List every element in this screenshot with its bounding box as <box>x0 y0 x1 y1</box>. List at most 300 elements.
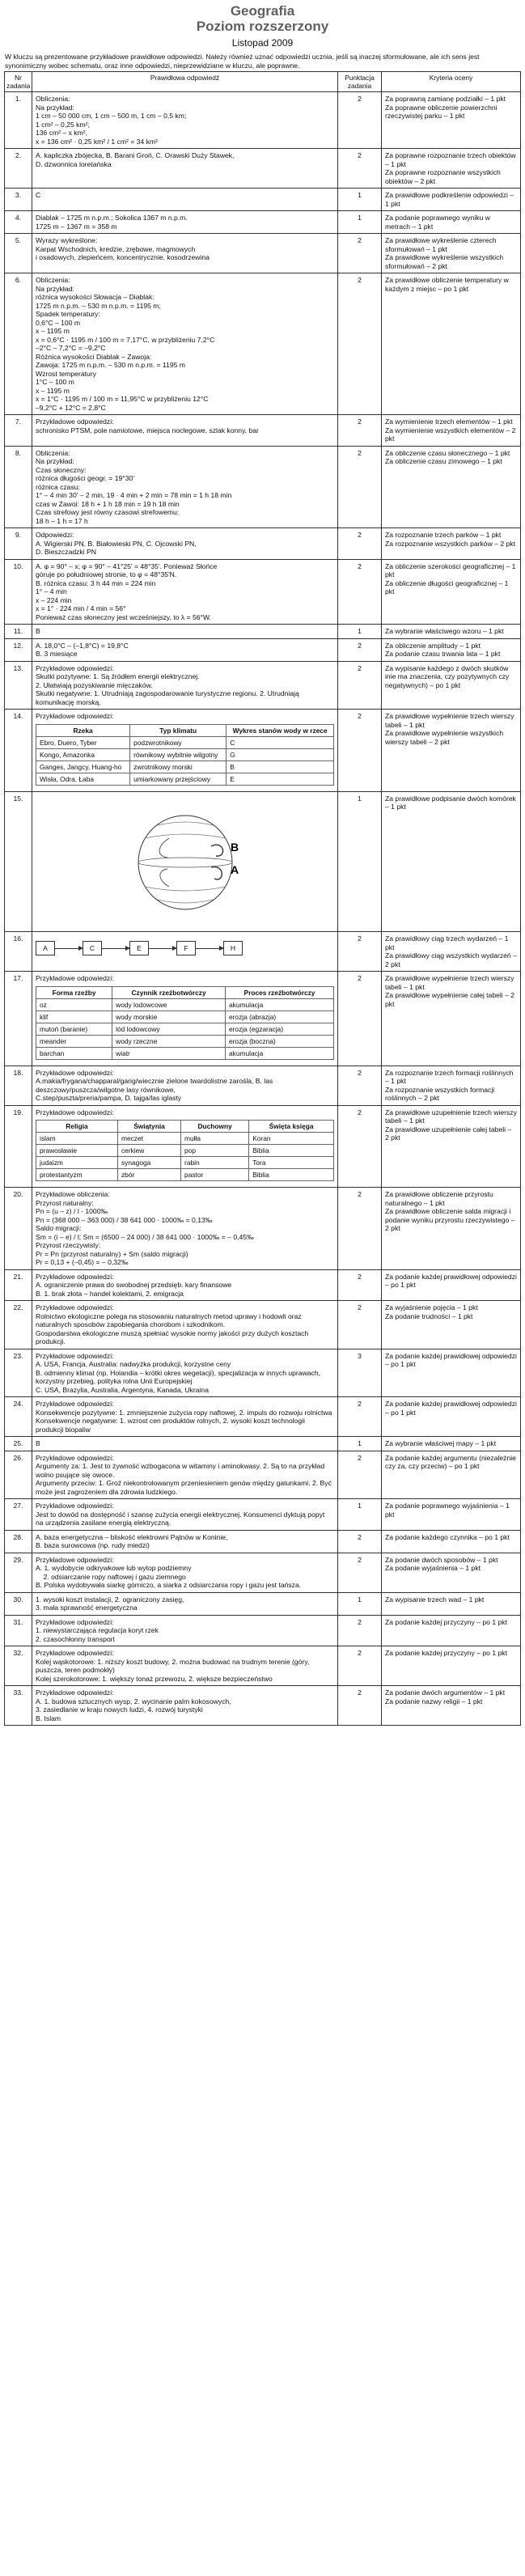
criteria-line: Za obliczenie czasu słonecznego – 1 pkt <box>385 448 510 457</box>
inner-table-cell: wody rzeczne <box>112 1035 226 1047</box>
answer-cell <box>32 273 338 415</box>
answer-line: Przykładowe odpowiedzi: <box>36 712 114 721</box>
criteria-cell <box>382 1188 521 1270</box>
criteria-cell <box>382 1105 521 1188</box>
criteria-cell <box>382 273 521 415</box>
answer-line: D. dzwonnica loretańska <box>36 159 112 168</box>
answer-line: –2°C – 7,2°C = –9,2°C <box>36 344 106 353</box>
inner-table-cell: synagoga <box>117 1157 180 1169</box>
criteria-line: Za obliczenie długości geograficznej – 1 pkt <box>385 578 510 596</box>
task-number: 18. <box>5 1066 32 1105</box>
inner-table-cell: Ganges, Jangcy, Huang-ho <box>36 761 130 773</box>
criteria-cell <box>382 189 521 211</box>
answer-line: Rolnictwo ekologiczne polega na stosowaniu naturalnych metod uprawy i hodowli oraz naturalnych sposobów zapobiegania chorobom i szkodnikom. <box>36 1311 304 1329</box>
answer-line: Czas słoneczny: <box>36 465 87 474</box>
answer-line: Przykładowe odpowiedzi: <box>36 1303 114 1312</box>
answer-line: 1 cm² – 0,25 km²; <box>36 120 90 129</box>
globe-diagram <box>36 794 334 930</box>
criteria-line: Za rozpoznanie wszystkich formacji roślinnych – 2 pkt <box>385 1085 497 1103</box>
inner-table-row <box>36 1047 334 1059</box>
table-row <box>5 1592 521 1615</box>
criteria-cell <box>382 234 521 273</box>
answer-cell <box>32 1451 338 1499</box>
inner-table-row <box>36 736 334 748</box>
answer-line: Kolej wąskotorowe: 1. niższy koszt budowy, 2. można budować na trudnym terenie (góry, puszcza, teren podmokły) <box>36 1657 311 1675</box>
answer-line: Saldo migracji: <box>36 1224 82 1233</box>
answer-cell <box>32 1686 338 1726</box>
criteria-line: Za podanie poprawnego wyjaśnienia – 1 pkt <box>385 1502 512 1519</box>
answer-line: 1725 m – 1367 m = 358 m <box>36 222 117 231</box>
table-row <box>5 1615 521 1646</box>
task-points: 2 <box>338 92 382 149</box>
answer-line: Przyrost naturalny: <box>36 1198 94 1207</box>
task-points: 1 <box>338 211 382 234</box>
answer-cell <box>32 1349 338 1397</box>
answer-line: B <box>36 627 40 636</box>
answer-line: Przykładowe odpowiedzi: <box>36 1068 114 1077</box>
answer-line: Przykładowe odpowiedzi: <box>36 1688 114 1697</box>
answer-cell <box>32 932 338 972</box>
inner-table-cell: meander <box>36 1035 112 1047</box>
answer-cell <box>32 559 338 625</box>
answer-line: 1. niewystarczająca regulacja koryt rzek <box>36 1626 159 1635</box>
answer-line: Przykładowe odpowiedzi: <box>36 1555 114 1564</box>
answer-line: x = 1°C · 1195 m / 100 m = 11,95°C w przybliżeniu 12°C <box>36 395 209 404</box>
answer-line: A. kapliczka zbójecka, B. Barani Groń, C. Orawski Duży Stawek, <box>36 151 235 160</box>
inner-table-heading: Świątynia <box>117 1121 180 1133</box>
answer-cell <box>32 1437 338 1451</box>
answer-cell <box>32 1066 338 1105</box>
criteria-cell <box>382 1592 521 1615</box>
criteria-line: Za poprawne rozpoznanie wszystkich obiektów – 2 pkt <box>385 168 503 185</box>
inner-table-row <box>36 1133 334 1145</box>
answer-line: Karpat Wschodnich, kredzie, zrębowe, magmowych <box>36 244 196 253</box>
answer-line: góruje po południowej stronie, to φ = 48°35'N. <box>36 570 177 579</box>
criteria-cell <box>382 710 521 792</box>
criteria-cell <box>382 1686 521 1726</box>
answer-line: B. 3 miesiące <box>36 650 78 659</box>
task-number: 20. <box>5 1188 32 1270</box>
inner-table-heading: Rzeka <box>36 724 130 736</box>
task-points: 2 <box>338 710 382 792</box>
criteria-line: Za rozpoznanie wszystkich parków – 2 pkt <box>385 539 515 548</box>
criteria-line: Za prawidłowe wypełnienie trzech wierszy tabeli – 1 pkt <box>385 974 516 991</box>
task-number: 9. <box>5 528 32 560</box>
arrow-icon <box>55 948 83 949</box>
table-row <box>5 273 521 415</box>
task-points: 2 <box>338 1646 382 1686</box>
criteria-cell <box>382 932 521 972</box>
table-row <box>5 446 521 528</box>
criteria-line: Za poprawne rozpoznanie trzech obiektów – 1 pkt <box>385 151 518 168</box>
inner-table-cell: erozja (egzaracja) <box>225 1023 333 1035</box>
criteria-line: Za prawidłowy ciąg wszystkich wydarzeń – 2 pkt <box>385 951 519 968</box>
inner-table-cell: umiarkowany przejściowy <box>130 773 227 785</box>
inner-table-cell: podzwrotnikowy <box>130 736 227 748</box>
answer-line: Obliczenia: <box>36 448 70 457</box>
criteria-line: Za prawidłowe wypełnienie całej tabeli – 2 pkt <box>385 991 517 1008</box>
criteria-cell <box>382 559 521 625</box>
inner-table-heading: Czynnik rzeźbotwórczy <box>112 986 226 998</box>
answer-line: różnica wysokości Słowacja – Diablak: <box>36 293 155 302</box>
answer-line: Przykładowe odpowiedzi: <box>36 417 114 426</box>
answer-line: 1 cm – 50 000 cm, 1 cm – 500 m, 1 cm – 0,5 km; <box>36 112 187 121</box>
answer-cell <box>32 446 338 528</box>
criteria-cell <box>382 638 521 661</box>
criteria-line: Za wymienienie wszystkich elementów – 2 pkt <box>385 426 518 443</box>
criteria-line: Za wybranie właściwej mapy – 1 pkt <box>385 1439 497 1448</box>
answer-line: x = 0,6°C · 1195 m / 100 m = 7,17°C, w przybliżeniu 7,2°C <box>36 335 215 344</box>
criteria-line: Za prawidłowe obliczenie temperatury w każdym z miejsc – po 1 pkt <box>385 276 511 293</box>
table-row <box>5 528 521 560</box>
globe-label-b: B <box>230 840 239 854</box>
criteria-cell <box>382 1437 521 1451</box>
answer-line: Przykładowe odpowiedzi: <box>36 974 114 983</box>
answer-line: D. Bieszczadzki PN <box>36 548 96 557</box>
table-row <box>5 1066 521 1105</box>
inner-table-cell: prawosławie <box>36 1145 118 1157</box>
table-header-row <box>5 72 521 92</box>
task-points: 2 <box>338 528 382 560</box>
table-row <box>5 415 521 447</box>
event-box: E <box>129 941 149 955</box>
criteria-line: Za podanie dwóch sposobów – 1 pkt <box>385 1555 498 1564</box>
answer-cell <box>32 1301 338 1349</box>
answer-line: 2. czasochłonny transport <box>36 1634 115 1643</box>
table-row <box>5 1646 521 1686</box>
table-row <box>5 1349 521 1397</box>
inner-table-heading: Duchowny <box>181 1121 249 1133</box>
inner-table-header <box>36 724 334 736</box>
answer-line: Przyrost rzeczywisty: <box>36 1241 101 1250</box>
inner-table-cell: rabin <box>181 1157 249 1169</box>
inner-table-cell: zwrotnikowy morski <box>130 761 227 773</box>
criteria-line: Za podanie każdego czynnika – po 1 pkt <box>385 1532 510 1541</box>
answer-line: Skutki pozytywne: 1. Są źródłem energii elektrycznej. <box>36 672 200 681</box>
criteria-cell <box>382 972 521 1066</box>
inner-table-cell: akumulacja <box>225 998 333 1010</box>
answer-line: 1°C – 100 m <box>36 378 74 387</box>
answer-line: Odpowiedzi: <box>36 531 74 540</box>
inner-table-heading: Święta księga <box>249 1121 334 1133</box>
answer-line: 1725 m n.p.m. – 530 m n.p.m. = 1195 m; <box>36 301 161 310</box>
answer-line: 0,6°C – 100 m <box>36 318 81 327</box>
answer-line: x = 1° · 224 min / 4 min = 56° <box>36 604 126 613</box>
inner-table-cell: Tora <box>249 1157 334 1169</box>
table-row <box>5 661 521 710</box>
inner-table-row <box>36 761 334 773</box>
table-row <box>5 791 521 932</box>
header-nr: Nr zadania <box>5 72 32 92</box>
answer-line: x – 224 min <box>36 595 72 604</box>
inner-table-cell: C <box>227 736 334 748</box>
answer-rows <box>5 92 521 1726</box>
criteria-line: Za podanie trudności – 1 pkt <box>385 1311 473 1320</box>
answer-cell <box>32 1105 338 1188</box>
table-row <box>5 149 521 189</box>
task-points: 2 <box>338 661 382 710</box>
criteria-cell <box>382 446 521 528</box>
answer-line: Przykładowe odpowiedzi: <box>36 1351 114 1360</box>
answer-line: B. różnica czasu: 3 h 44 min = 224 min <box>36 578 156 587</box>
answer-line: Obliczenia: <box>36 95 70 104</box>
task-points: 2 <box>338 638 382 661</box>
answer-cell <box>32 1269 338 1301</box>
task-number: 32. <box>5 1646 32 1686</box>
inner-table-cell: protestantyzm <box>36 1169 118 1181</box>
answer-line: A. φ = 90° – x; φ = 90° – 41°25' = 48°35'. Ponieważ Słońce <box>36 561 218 570</box>
inner-table-row <box>36 998 334 1010</box>
criteria-line: Za prawidłowe uzupełnienie trzech wierszy tabeli – 1 pkt <box>385 1108 519 1125</box>
criteria-line: Za prawidłowe wykreślenie czterech sformułowań – 1 pkt <box>385 236 498 253</box>
arrow-icon <box>102 948 129 949</box>
answer-line: Pr = Pn (przyrost naturalny) + Sm (saldo migracji) <box>36 1249 188 1258</box>
inner-table-cell: B <box>227 761 334 773</box>
answer-cell <box>32 1188 338 1270</box>
criteria-cell <box>382 415 521 447</box>
answer-line: A. ograniczenie prawa do swobodnej przedsięb. kary finansowe <box>36 1281 232 1290</box>
task-points: 2 <box>338 1686 382 1726</box>
answer-line: Kolej szerokotorowe: 1. większy tonaż przewozu, 2. większe bezpieczeństwo <box>36 1674 273 1683</box>
answer-line: 3. mała sprawność energetyczna <box>36 1604 138 1612</box>
inner-table-heading: Wykres stanów wody w rzece <box>227 724 334 736</box>
inner-table-cell: wiatr <box>112 1047 226 1059</box>
task-points: 2 <box>338 1188 382 1270</box>
table-row <box>5 625 521 639</box>
event-box: F <box>176 941 196 955</box>
inner-table-heading: Typ klimatu <box>130 724 227 736</box>
task-points: 2 <box>338 1553 382 1592</box>
answer-cell <box>32 791 338 932</box>
answer-line: A. 1. wydobycie odkrywkowe lub wytop podziemny <box>36 1564 192 1573</box>
task-number: 23. <box>5 1349 32 1397</box>
criteria-cell <box>382 1397 521 1437</box>
table-row <box>5 1437 521 1451</box>
answer-line: różnica czasu: <box>36 482 80 491</box>
answer-cell <box>32 1553 338 1592</box>
inner-table-row <box>36 1157 334 1169</box>
inner-table-cell: Biblia <box>249 1145 334 1157</box>
inner-table-cell: Wisła, Odra, Łaba <box>36 773 130 785</box>
header-answer: Prawidłowa odpowiedź <box>32 72 338 92</box>
task-points: 2 <box>338 446 382 528</box>
criteria-line: Za prawidłowy ciąg trzech wydarzeń – 1 pkt <box>385 934 510 951</box>
answer-cell <box>32 661 338 710</box>
task-points: 2 <box>338 1451 382 1499</box>
criteria-line: Za rozpoznanie trzech parków – 1 pkt <box>385 531 502 540</box>
answer-cell <box>32 1646 338 1686</box>
answer-line: B. Islam <box>36 1714 61 1722</box>
inner-table-row <box>36 1145 334 1157</box>
answer-line: Przykładowe odpowiedzi: <box>36 1649 114 1658</box>
page-title: Geografia <box>230 3 295 19</box>
answer-cell <box>32 1530 338 1553</box>
task-points: 3 <box>338 1349 382 1397</box>
answer-line: Różnica wysokości Diablak – Zawoja: <box>36 352 152 361</box>
task-number: 11. <box>5 625 32 639</box>
page-subtitle: Poziom rozszerzony <box>196 19 329 34</box>
answer-line: Na przykład: <box>36 457 74 466</box>
criteria-cell <box>382 528 521 560</box>
criteria-line: Za prawidłowe wykreślenie wszystkich sformułowań – 2 pkt <box>385 253 506 270</box>
task-number: 22. <box>5 1301 32 1349</box>
answer-line: Pr = 0,13 + (–0,45) = – 0,32‰ <box>36 1258 129 1267</box>
answer-cell <box>32 1615 338 1646</box>
task-number: 5. <box>5 234 32 273</box>
inner-table-cell: Kongo, Amazonka <box>36 748 130 761</box>
answer-cell <box>32 1499 338 1531</box>
task-points: 2 <box>338 1105 382 1188</box>
answer-line: i osadowych, zlepieńcem, koncentrycznie, kosodrzewina <box>36 253 210 262</box>
inner-table-cell: E <box>227 773 334 785</box>
criteria-line: Za prawidłowe obliczenie salda migracji i podanie wyniku przyrostu rzeczywistego – 2 pkt <box>385 1207 517 1233</box>
answer-line: 1. wysoki koszt instalacji, 2. ograniczony zasięg, <box>36 1595 184 1604</box>
task-points: 2 <box>338 1066 382 1105</box>
criteria-cell <box>382 661 521 710</box>
criteria-cell <box>382 149 521 189</box>
task-points: 1 <box>338 189 382 211</box>
inner-table-cell: erozja (abrazja) <box>225 1010 333 1023</box>
table-row <box>5 1499 521 1531</box>
task-points: 2 <box>338 559 382 625</box>
criteria-line: Za podanie każdej przyczyny – po 1 pkt <box>385 1649 507 1658</box>
task-points: 2 <box>338 972 382 1066</box>
task-number: 33. <box>5 1686 32 1726</box>
event-box: A <box>36 941 55 955</box>
criteria-cell <box>382 1301 521 1349</box>
inner-table-cell: judaizm <box>36 1157 118 1169</box>
criteria-cell <box>382 1615 521 1646</box>
inner-table-cell: wody lodowcowe <box>112 998 226 1010</box>
inner-table-cell: pop <box>181 1145 249 1157</box>
answer-cell <box>32 972 338 1066</box>
task-number: 10. <box>5 559 32 625</box>
answer-cell <box>32 189 338 211</box>
answer-line: Pn = (368 000 – 363 000) / 38 641 000 · 1000‰ = 0,13‰ <box>36 1215 213 1224</box>
task-number: 24. <box>5 1397 32 1437</box>
answer-line: Na przykład: <box>36 103 74 112</box>
answer-line: Skutki negatywne: 1. Utrudniają zagospodarowanie turystyczne regionu. 2. Utrudniają komunikację morską. <box>36 689 302 706</box>
answer-line: Ponieważ czas słoneczny jest wcześniejszy, to λ = 56°W. <box>36 612 212 621</box>
criteria-line: Za podanie nazwy religii – 1 pkt <box>385 1697 483 1705</box>
answer-line: Przykładowe obliczenia: <box>36 1190 110 1199</box>
table-row <box>5 1686 521 1726</box>
inner-table-heading: Religia <box>36 1121 118 1133</box>
inner-table-row <box>36 1169 334 1181</box>
task-number: 8. <box>5 446 32 528</box>
answer-line: C.step/puszta/preria/pampa, D. tajga/las iglasty <box>36 1094 182 1103</box>
criteria-line: Za podanie wyjaśnienia – 1 pkt <box>385 1564 481 1573</box>
inner-table <box>36 1120 334 1181</box>
criteria-line: Za podanie czasu trwania lata – 1 pkt <box>385 650 501 659</box>
answer-line: Wyrazy wykreślone: <box>36 236 98 245</box>
criteria-cell <box>382 1646 521 1686</box>
document-date: Listopad 2009 <box>231 37 294 49</box>
criteria-line: Za obliczenie amplitudy – 1 pkt <box>385 641 481 650</box>
task-number: 17. <box>5 972 32 1066</box>
table-row <box>5 189 521 211</box>
task-points: 1 <box>338 791 382 932</box>
criteria-line: Za rozpoznanie trzech formacji roślinnych – 1 pkt <box>385 1068 515 1086</box>
answer-line: Przykładowe odpowiedzi: <box>36 1400 114 1409</box>
answer-line: A. USA, Francja, Australia: nadwyżka produkcji, korzystne ceny <box>36 1360 231 1369</box>
table-row <box>5 932 521 972</box>
inner-table-cell: oz <box>36 998 112 1010</box>
answer-line: Przykładowe odpowiedzi: <box>36 1453 114 1462</box>
criteria-line: Za prawidłowe podkreślenie odpowiedzi – 1 pkt <box>385 191 516 208</box>
event-box: H <box>223 941 243 955</box>
answer-line: x – 1195 m <box>36 327 70 336</box>
inner-table-cell: cerkiew <box>117 1145 180 1157</box>
answer-line: Przykładowe odpowiedzi: <box>36 1617 114 1626</box>
table-row <box>5 1301 521 1349</box>
criteria-cell <box>382 1269 521 1301</box>
inner-table-cell: zbór <box>117 1169 180 1181</box>
task-points: 1 <box>338 625 382 639</box>
header-criteria: Kryteria oceny <box>382 72 521 92</box>
task-number: 4. <box>5 211 32 234</box>
task-number: 15. <box>5 791 32 932</box>
task-number: 3. <box>5 189 32 211</box>
answer-cell <box>32 149 338 189</box>
criteria-cell <box>382 1066 521 1105</box>
answer-cell <box>32 1397 338 1437</box>
inner-table-cell: lód lodowcowy <box>112 1023 226 1035</box>
inner-table-cell: erozja (boczna) <box>225 1035 333 1047</box>
task-points: 1 <box>338 1499 382 1531</box>
task-number: 2. <box>5 149 32 189</box>
task-number: 13. <box>5 661 32 710</box>
criteria-cell <box>382 791 521 932</box>
answer-line: B. 1. brak złota – handel kolektami, 2. emigracja <box>36 1289 184 1298</box>
task-number: 31. <box>5 1615 32 1646</box>
table-row <box>5 211 521 234</box>
answer-line: 136 cm² – x km², <box>36 129 87 138</box>
answer-cell <box>32 710 338 792</box>
criteria-line: Za poprawne obliczenie powierzchni rzeczywistej parku – 1 pkt <box>385 103 499 121</box>
inner-table-cell: barchan <box>36 1047 112 1059</box>
answer-line: x = 136 cm² · 0,25 km² / 1 cm² = 34 km² <box>36 137 158 146</box>
inner-table <box>36 986 334 1060</box>
answer-line: C <box>36 191 41 200</box>
answer-line: A.makia/frygana/chapparal/garig/wiecznie zielone twardolistne zarośla, B. las deszczowy/puszcza/wilgotne lasy równikowe, <box>36 1077 275 1094</box>
criteria-line: Za prawidłowe uzupełnienie całej tabeli – 2 pkt <box>385 1125 514 1142</box>
answer-line: Argumenty za: 1. Jest to żywność wzbogacona w witaminy i aminokwasy. 2. Są to na przykład wolno psujące się owoce. <box>36 1462 327 1479</box>
table-row <box>5 1188 521 1270</box>
inner-table-cell: Biblia <box>249 1169 334 1181</box>
answer-line: Czas strefowy jest równy czasowi strefowemu: <box>36 508 180 517</box>
task-number: 12. <box>5 638 32 661</box>
criteria-cell <box>382 1553 521 1592</box>
task-number: 7. <box>5 415 32 447</box>
answer-line: Przykładowe odpowiedzi: <box>36 663 114 672</box>
criteria-line: Za prawidłowe wypełnienie trzech wierszy tabeli – 1 pkt <box>385 712 516 729</box>
answer-line: A. 1. budowa sztucznych wysp, 2. wycinanie palm kokosowych, <box>36 1697 231 1705</box>
inner-table-cell: G <box>227 748 334 761</box>
task-number: 27. <box>5 1499 32 1531</box>
answer-line: Obliczenia: <box>36 276 70 285</box>
task-points: 2 <box>338 149 382 189</box>
answer-line: Spadek temperatury: <box>36 310 100 319</box>
event-chain <box>36 941 334 955</box>
inner-table-cell: meczet <box>117 1133 180 1145</box>
answer-line: C. USA, Brazylia, Australia, Argentyna, Kanada, Ukraina <box>36 1385 209 1394</box>
inner-table-cell: Ebro, Duero, Tyber <box>36 736 130 748</box>
task-points: 2 <box>338 1530 382 1553</box>
criteria-line: Za wyjaśnienie pojęcia – 1 pkt <box>385 1303 478 1312</box>
task-number: 26. <box>5 1451 32 1499</box>
answer-line: Na przykład: <box>36 284 74 293</box>
